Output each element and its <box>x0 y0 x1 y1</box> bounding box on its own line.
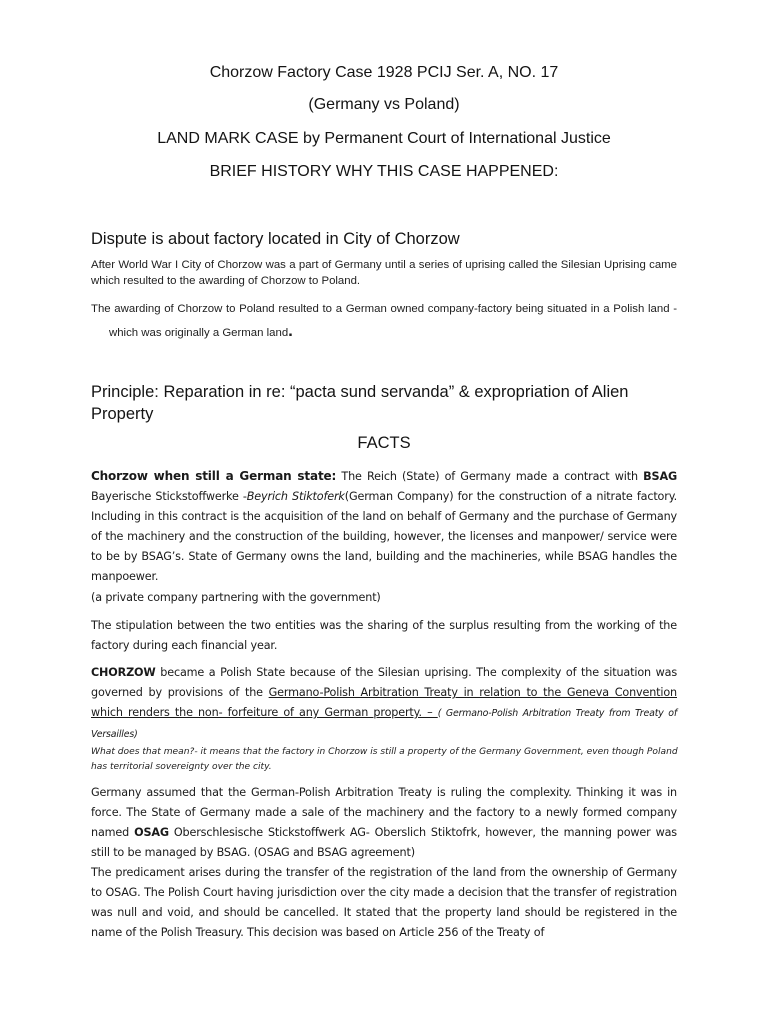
facts-paragraph-3: The stipulation between the two entities was the sharing of the surplus resulting from the working of the factory during each financial year. <box>91 619 677 652</box>
dispute-p2-text-2: which was originally a German land <box>109 327 289 339</box>
facts-p1-bsag: BSAG <box>643 470 677 483</box>
facts-p5-text-b: Oberschlesische Stickstoffwerk AG- Oberslich Stiktofrk, however, the manning power was still to be managed by BSAG. (OSAG and BSAG agreement) <box>91 826 677 859</box>
case-title: Chorzow Factory Case 1928 PCIJ Ser. A, NO. 17 <box>209 64 559 81</box>
facts-p4-italic: ( Germano-Polish Arbitration Treaty from Treaty of Versailles) <box>91 708 677 740</box>
facts-p5-osag: OSAG <box>134 826 169 839</box>
facts-p1-italic: Beyrich Stiktoferk <box>246 490 345 503</box>
history-heading: BRIEF HISTORY WHY THIS CASE HAPPENED: <box>209 163 559 180</box>
facts-heading: FACTS <box>357 434 411 452</box>
facts-p4-lead: CHORZOW <box>91 666 156 679</box>
facts-p5-text-a: Germany assumed that the German-Polish Arbitration Treaty is ruling the complexity. Thinking it was in force. The State of Germany made a sale of the machinery and the factory to a newly formed company named <box>91 786 677 839</box>
facts-p1-text-c: (German Company) for the construction of a nitrate factory. Including in this contract is the acquisition of the land on behalf of Germany and the purchase of Germany of the machinery and the construction of the building, however, the licenses and manpower/ service were to be by BSAG’s. State of Germany owns the land, building and the machineries, while BSAG handles the manpoewer. <box>91 490 677 583</box>
facts-paragraph-2: (a private company partnering with the government) <box>91 591 381 604</box>
facts-p1-text-b: Bayerische Stickstoffwerke - <box>91 490 247 503</box>
facts-paragraph-5 <box>91 783 677 863</box>
dispute-paragraph-1: After World War I City of Chorzow was a part of Germany until a series of uprising called the Silesian Uprising came which resulted to the awarding of Chorzow to Poland. <box>91 259 677 287</box>
facts-p1-text-a: The Reich (State) of Germany made a contract with <box>336 470 644 483</box>
dispute-heading: Dispute is about factory located in City of Chorzow <box>91 230 460 248</box>
facts-p4-text: became a Polish State because of the Silesian uprising. The complexity of the situation was governed by provisions of the <box>91 666 677 699</box>
dispute-p2-text: The awarding of Chorzow to Poland resulted to a German owned company-factory being situated in a Polish land - <box>91 303 677 315</box>
principle-heading: Principle: Reparation in re: “pacta sund servanda” & expropriation of Alien Property <box>91 383 629 423</box>
case-subtitle: LAND MARK CASE by Permanent Court of International Justice <box>157 130 611 147</box>
dispute-paragraph-2 <box>91 299 677 344</box>
facts-paragraph-6: The predicament arises during the transfer of the registration of the land from the ownership of Germany to OSAG. The Polish Court having jurisdiction over the city made a decision that the transfer of registration was null and void, and should be cancelled. It stated that the property land should be registered in the name of the Polish Treasury. This decision was based on Article 256 of the Treaty of <box>91 866 677 939</box>
case-parties: (Germany vs Poland) <box>308 96 460 113</box>
facts-paragraph-1 <box>91 466 677 587</box>
facts-note: What does that mean?- it means that the factory in Chorzow is still a property of the Germany Government, even though Poland has territorial sovereignty over the city. <box>91 747 678 772</box>
facts-p1-lead: Chorzow when still a German state: <box>91 469 337 483</box>
facts-paragraph-4 <box>91 663 677 745</box>
facts-p4-treaty: Germano-Polish Arbitration Treaty in relation to the Geneva Convention which renders the non- forfeiture of any German property. – <box>91 686 677 719</box>
dispute-p2-period: . <box>288 321 293 340</box>
